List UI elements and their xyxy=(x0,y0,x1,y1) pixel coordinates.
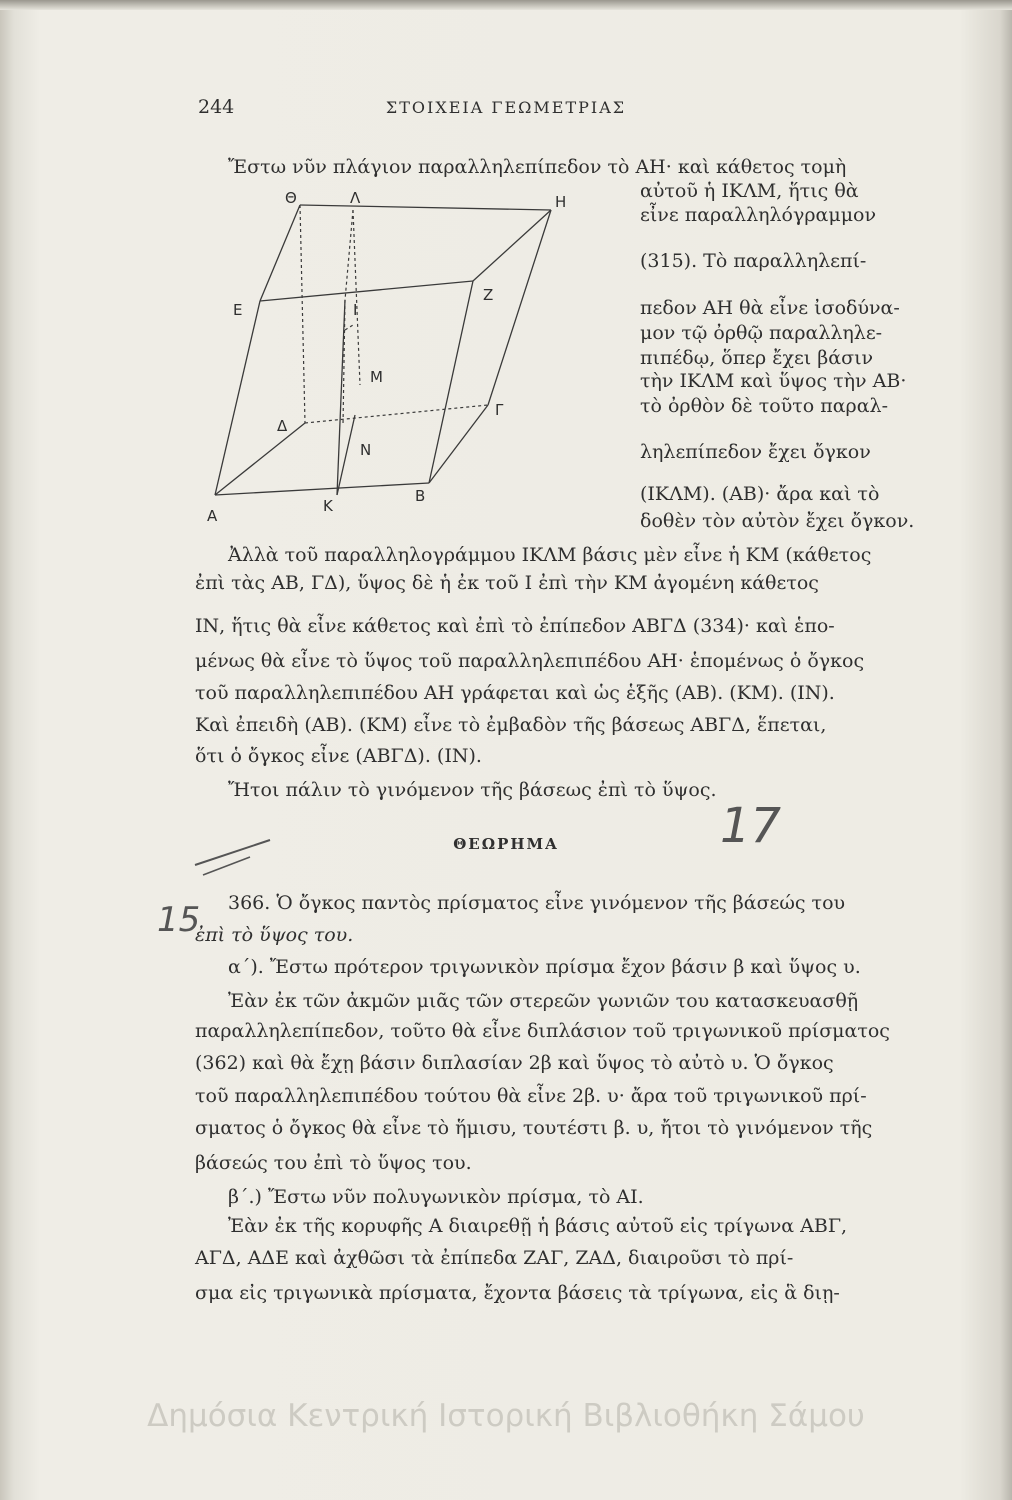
page-header xyxy=(0,96,1012,126)
label-alpha: Α xyxy=(207,507,218,525)
handwritten-mark-15 xyxy=(155,835,285,945)
text-line: τοῦ παραλληλεπιπέδου ΑΗ γράφεται καὶ ὡς ἑξῆς (ΑΒ). (ΚΜ). (ΙΝ). xyxy=(195,682,835,704)
text-line: ἐπὶ τὸ ὕψος του. xyxy=(195,924,354,946)
text-line: εἶνε παραλληλόγραμμον xyxy=(640,204,877,226)
running-head: ΣΤΟΙΧΕΙΑ ΓΕΩΜΕΤΡΙΑΣ xyxy=(385,98,627,117)
label-nu: Ν xyxy=(360,441,372,459)
text-line: αὐτοῦ ἡ ΙΚΛΜ, ἥτις θὰ xyxy=(640,180,859,202)
text-line: πεδον ΑΗ θὰ εἶνε ἰσοδύνα- xyxy=(640,297,900,319)
label-zeta: Ζ xyxy=(483,286,494,304)
label-mu: Μ xyxy=(370,368,383,386)
text-line: δοθὲν τὸν αὐτὸν ἔχει ὄγκον. xyxy=(640,510,915,532)
label-gamma: Γ xyxy=(495,401,504,419)
text-line: ΑΓΔ, ΑΔΕ καὶ ἀχθῶσι τὰ ἐπίπεδα ΖΑΓ, ΖΑΔ, διαιροῦσι τὸ πρί- xyxy=(195,1247,794,1269)
text-line: Ἐὰν ἐκ τῶν ἀκμῶν μιᾶς τῶν στερεῶν γωνιῶν του κατασκευασθῇ xyxy=(228,990,859,1012)
label-epsilon: Ε xyxy=(233,301,243,319)
text-line: ὅτι ὁ ὄγκος εἶνε (ΑΒΓΔ). (ΙΝ). xyxy=(195,745,482,767)
parallelepiped-figure xyxy=(205,189,585,535)
text-line: Ἤτοι πάλιν τὸ γινόμενον τῆς βάσεως ἐπὶ τὸ ὕψος. xyxy=(228,779,717,801)
text-line: α΄). Ἔστω πρότερον τριγωνικὸν πρίσμα ἔχον βάσιν β καὶ ὕψος υ. xyxy=(228,956,861,978)
text-line: μον τῷ ὀρθῷ παραλληλε- xyxy=(640,322,883,344)
text-line: Ἀλλὰ τοῦ παραλληλογράμμου ΙΚΛΜ βάσις μὲν εἶνε ἡ ΚΜ (κάθετος xyxy=(228,544,872,566)
text-line: σματος ὁ ὄγκος θὰ εἶνε τὸ ἥμισυ, τουτέστι β. υ, ἤτοι τὸ γινόμενον τῆς xyxy=(195,1117,873,1139)
text-line: (362) καὶ θὰ ἔχῃ βάσιν διπλασίαν 2β καὶ ὕψος τὸ αὐτὸ υ. Ὁ ὄγκος xyxy=(195,1052,834,1074)
text-line: ΙΝ, ἥτις θὰ εἶνε κάθετος καὶ ἐπὶ τὸ ἐπίπεδον ΑΒΓΔ (334)· καὶ ἑπο- xyxy=(195,615,835,637)
text-line: Ἔστω νῦν πλάγιον παραλληλεπίπεδον τὸ ΑΗ· καὶ κάθετος τομὴ xyxy=(228,156,847,178)
label-theta: Θ xyxy=(285,189,297,207)
text-line: (315). Τὸ παραλληλεπί- xyxy=(640,250,867,272)
text-line: τὴν ΙΚΛΜ καὶ ὕψος τὴν ΑΒ· xyxy=(640,370,907,392)
text-line: (ΙΚΛΜ). (ΑΒ)· ἄρα καὶ τὸ xyxy=(640,483,880,505)
text-line: ἐπὶ τὰς ΑΒ, ΓΔ), ὕψος δὲ ἡ ἐκ τοῦ Ι ἐπὶ τὴν ΚΜ ἀγομένη κάθετος xyxy=(195,572,819,594)
text-line: παραλληλεπίπεδον, τοῦτο θὰ εἶνε διπλάσιον τοῦ τριγωνικοῦ πρίσματος xyxy=(195,1020,890,1042)
text-line: τὸ ὀρθὸν δὲ τοῦτο παραλ- xyxy=(640,395,889,417)
text-line: 366. Ὁ ὄγκος παντὸς πρίσματος εἶνε γινόμενον τῆς βάσεώς του xyxy=(228,892,846,914)
text-line: βάσεώς του ἐπὶ τὸ ὕψος του. xyxy=(195,1152,472,1174)
label-lambda: Λ xyxy=(350,189,361,207)
label-iota: Ι xyxy=(353,301,358,319)
text-line: πιπέδῳ, ὅπερ ἔχει βάσιν xyxy=(640,347,874,369)
library-watermark: Δημόσια Κεντρική Ιστορική Βιβλιοθήκη Σάμου xyxy=(147,1398,865,1434)
label-beta: Β xyxy=(415,487,426,505)
text-line: β΄.) Ἔστω νῦν πολυγωνικὸν πρίσμα, τὸ ΑΙ. xyxy=(228,1186,644,1208)
theorem-heading: ΘΕΩΡΗΜΑ xyxy=(453,835,559,853)
text-line: τοῦ παραλληλεπιπέδου τούτου θὰ εἶνε 2β. υ· ἄρα τοῦ τριγωνικοῦ πρί- xyxy=(195,1085,867,1107)
text-line: μένως θὰ εἶνε τὸ ὕψος τοῦ παραλληλεπιπέδου ΑΗ· ἑπομένως ὁ ὄγκος xyxy=(195,650,865,672)
text-line: ληλεπίπεδον ἔχει ὄγκον xyxy=(640,441,871,463)
label-eta: Η xyxy=(555,193,567,211)
label-delta: Δ xyxy=(277,417,288,435)
svg-text:15: 15 xyxy=(157,900,201,940)
text-line: σμα εἰς τριγωνικὰ πρίσματα, ἔχοντα βάσεις τὰ τρίγωνα, εἰς ἃ διῃ- xyxy=(195,1282,840,1304)
svg-text:17: 17 xyxy=(720,798,782,854)
handwritten-mark-17 xyxy=(720,790,840,860)
page-top-edge xyxy=(0,0,1012,10)
label-kappa: Κ xyxy=(323,497,333,515)
text-line: Καὶ ἐπειδὴ (ΑΒ). (ΚΜ) εἶνε τὸ ἐμβαδὸν τῆς βάσεως ΑΒΓΔ, ἕπεται, xyxy=(195,714,827,736)
page-number: 244 xyxy=(198,96,235,118)
text-line: Ἐὰν ἐκ τῆς κορυφῆς Α διαιρεθῇ ἡ βάσις αὐτοῦ εἰς τρίγωνα ΑΒΓ, xyxy=(228,1215,848,1237)
